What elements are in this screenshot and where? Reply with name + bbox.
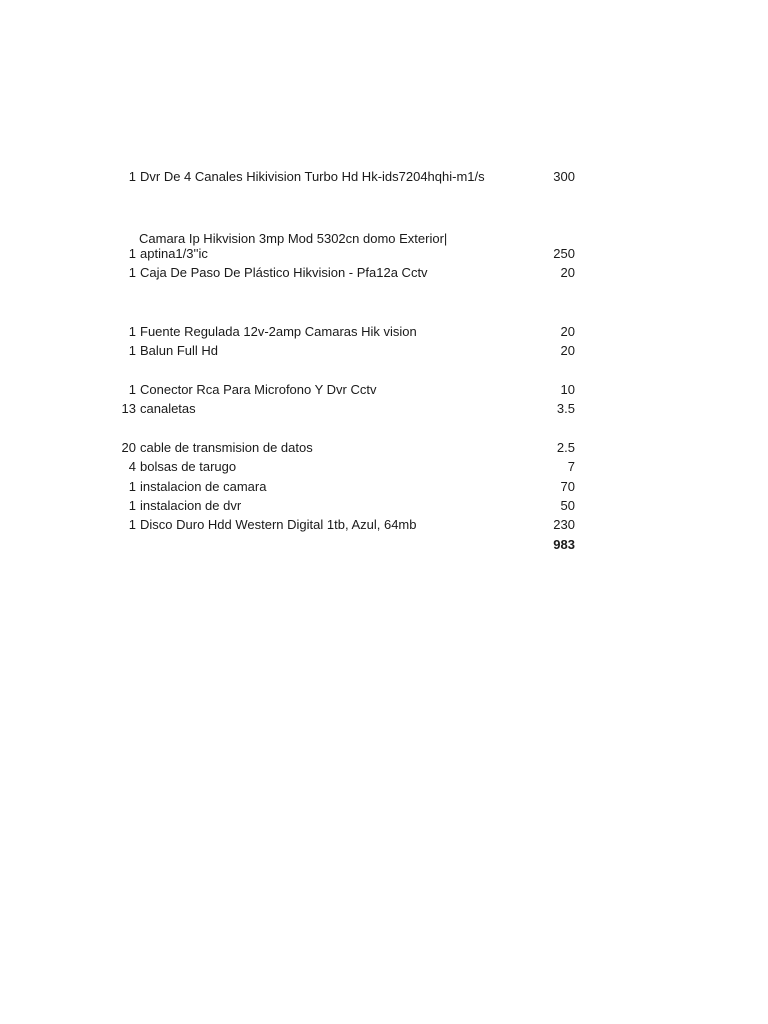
list-item: [0, 439, 768, 457]
list-item: [0, 264, 768, 282]
item-price: 300: [553, 169, 575, 184]
list-item: [0, 381, 768, 399]
item-price: 7: [567, 459, 575, 474]
item-description: bolsas de tarugo: [140, 459, 237, 474]
item-description: Disco Duro Hdd Western Digital 1tb, Azul, 64mb: [140, 517, 417, 532]
item-price: 20: [560, 265, 575, 280]
list-item: [0, 516, 768, 534]
item-quantity: 1: [128, 265, 136, 280]
item-description: Caja De Paso De Plástico Hikvision - Pfa12a Cctv: [140, 265, 428, 280]
list-item: [0, 497, 768, 515]
item-quantity: 20: [121, 440, 136, 455]
total-value: 983: [553, 537, 575, 552]
item-price: 2.5: [556, 440, 575, 455]
item-description: aptina1/3''ic: [140, 246, 208, 261]
item-quantity: 4: [128, 459, 136, 474]
item-quantity: 1: [128, 479, 136, 494]
item-quantity: 1: [128, 382, 136, 397]
list-item: [0, 458, 768, 476]
list-item: [0, 245, 768, 263]
item-quantity: 1: [128, 498, 136, 513]
item-description: Balun Full Hd: [140, 343, 219, 358]
item-description: Dvr De 4 Canales Hikivision Turbo Hd Hk-ids7204hqhi-m1/s: [140, 169, 485, 184]
list-item: [0, 323, 768, 341]
item-quantity: 1: [128, 343, 136, 358]
item-description: cable de transmision de datos: [140, 440, 313, 455]
item-price: 10: [560, 382, 575, 397]
item-quantity: 1: [128, 324, 136, 339]
item-description: Camara Ip Hikvision 3mp Mod 5302cn domo Exterior|: [139, 231, 448, 246]
item-description: Conector Rca Para Microfono Y Dvr Cctv: [140, 382, 377, 397]
list-item: [0, 478, 768, 496]
item-quantity: 1: [128, 169, 136, 184]
item-quantity: 1: [128, 246, 136, 261]
item-quantity: 1: [128, 517, 136, 532]
item-price: 230: [553, 517, 575, 532]
list-item: [0, 168, 768, 186]
item-price: 20: [560, 343, 575, 358]
total-row: [0, 536, 768, 554]
item-quantity: 13: [121, 401, 136, 416]
item-description: instalacion de camara: [140, 479, 267, 494]
item-price: 50: [560, 498, 575, 513]
item-price: 250: [553, 246, 575, 261]
list-item: [0, 400, 768, 418]
item-description: Fuente Regulada 12v-2amp Camaras Hik vision: [140, 324, 417, 339]
item-price: 20: [560, 324, 575, 339]
item-price: 70: [560, 479, 575, 494]
list-item: [0, 342, 768, 360]
item-description: instalacion de dvr: [140, 498, 242, 513]
item-description: canaletas: [140, 401, 196, 416]
item-price: 3.5: [556, 401, 575, 416]
